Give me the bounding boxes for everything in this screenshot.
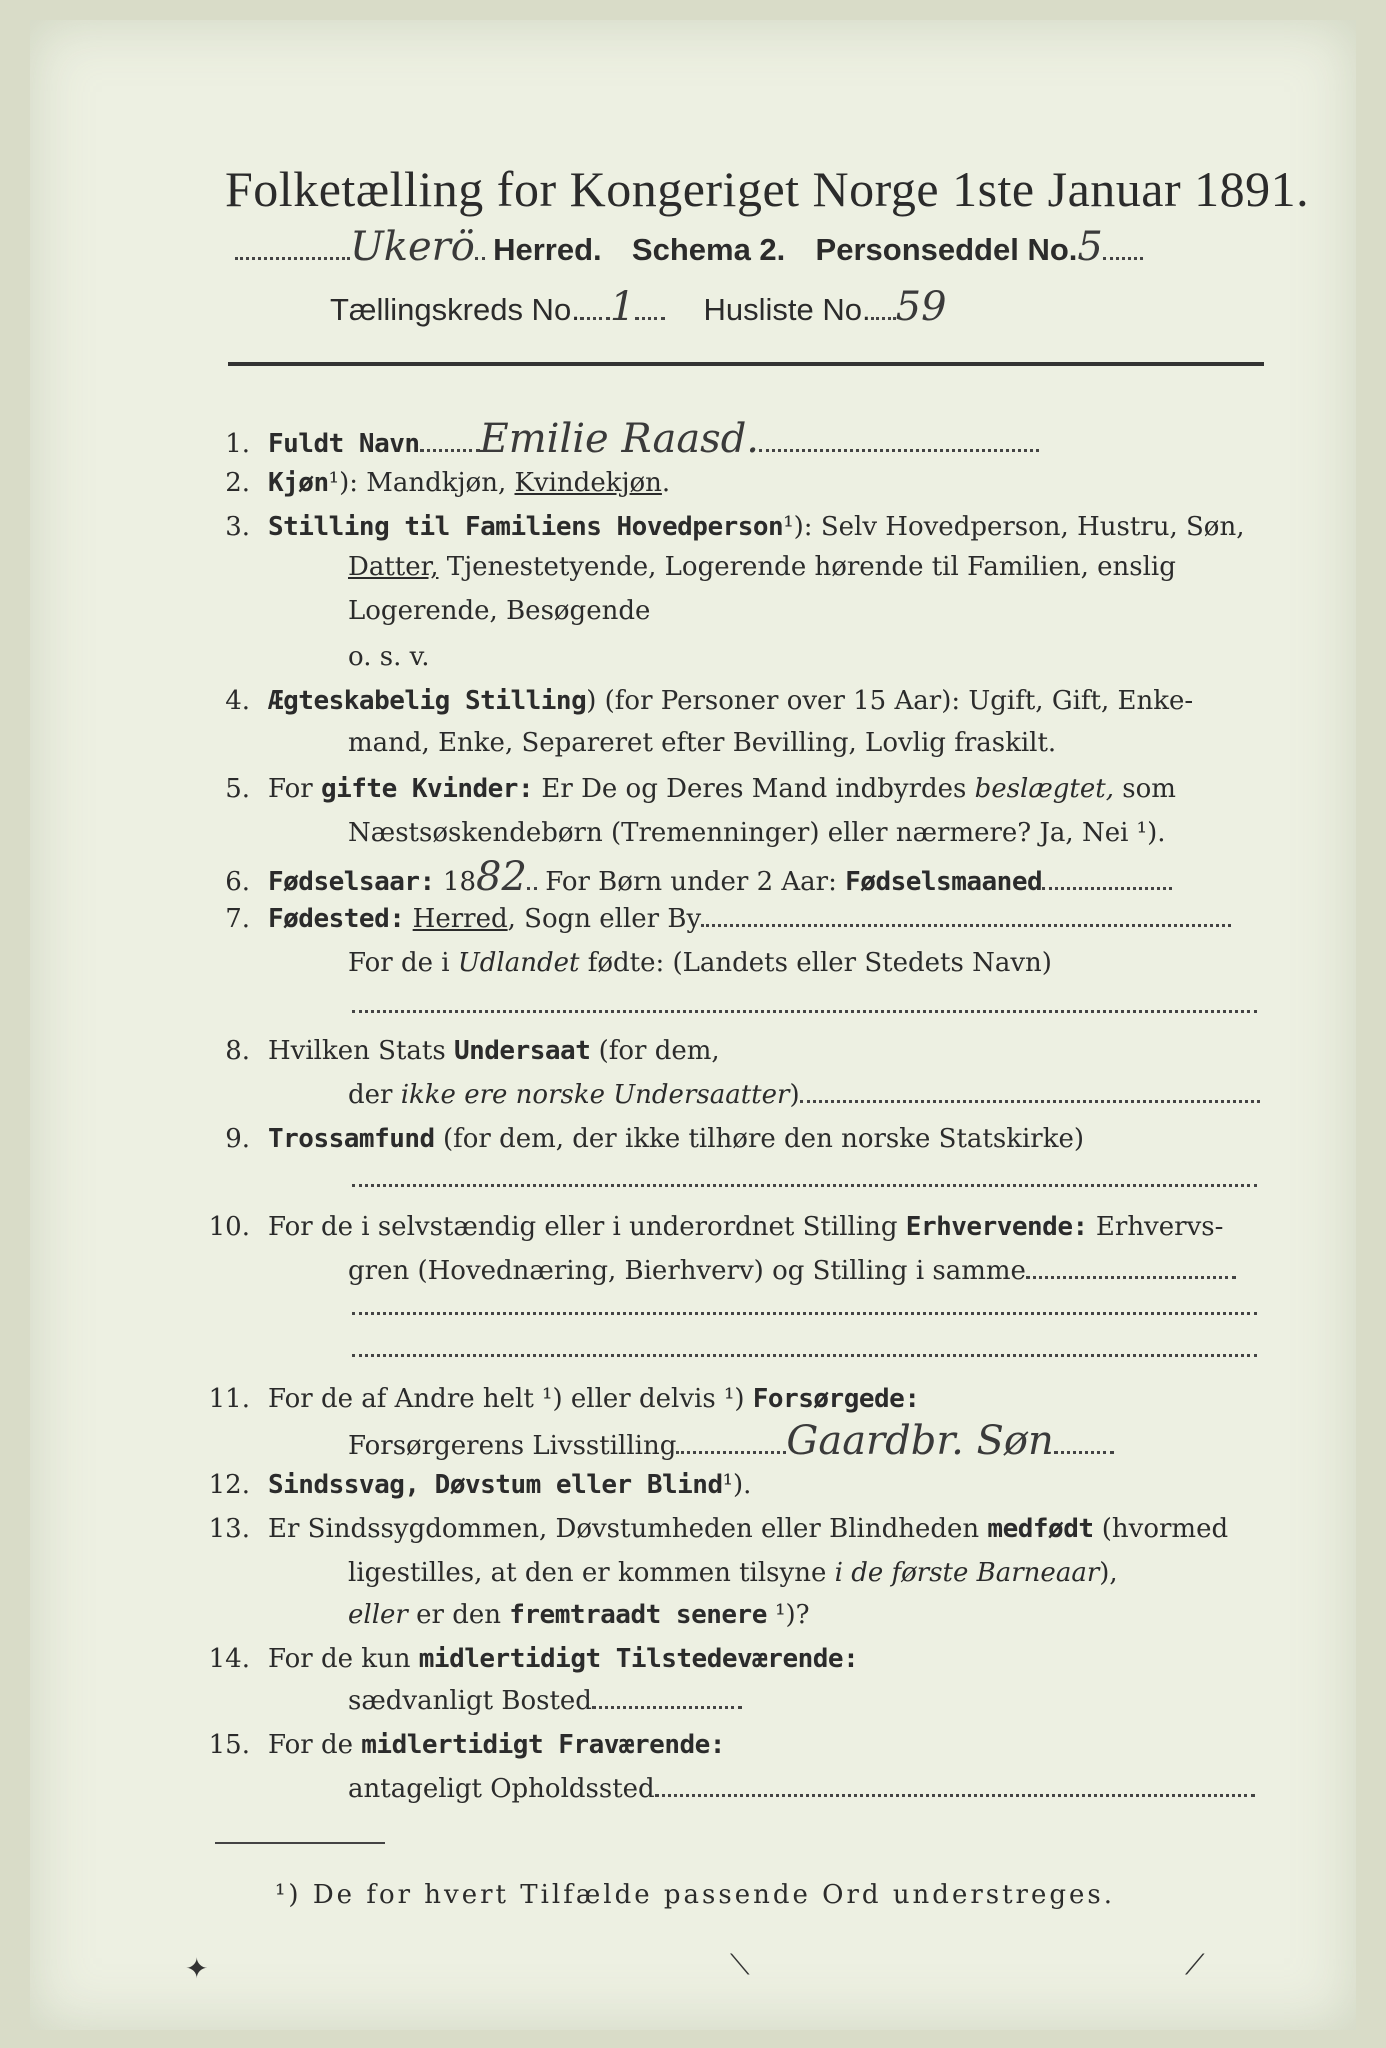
item-11-line-2 bbox=[348, 1418, 1114, 1464]
item-text: Erhvervs- bbox=[1087, 1212, 1224, 1242]
header-line-2 bbox=[330, 284, 947, 330]
item-text: ) (for Personer over 15 Aar): Ugift, Gift, Enke- bbox=[586, 686, 1194, 716]
item-7-line-2 bbox=[348, 946, 1052, 980]
herred-value: Ukerö bbox=[350, 224, 475, 270]
item-label: midlertidigt Fraværende: bbox=[361, 1730, 725, 1760]
item-text: For Børn under 2 Aar: bbox=[536, 867, 846, 897]
item-pre: For de af Andre helt ¹) eller delvis ¹) bbox=[268, 1384, 753, 1414]
item-text: ) bbox=[789, 1080, 800, 1110]
item-15-line-2 bbox=[348, 1772, 1255, 1806]
personseddel-value: 5 bbox=[1077, 224, 1103, 270]
item-label: Ægteskabelig Stilling bbox=[268, 686, 587, 716]
item-number: 10. bbox=[208, 1212, 250, 1242]
item-3: 3. Stilling til Familiens Hovedperson¹): Selv Hovedperson, Hustru, Søn, bbox=[190, 510, 1244, 544]
corner-mark-middle: ⟍ bbox=[730, 1948, 750, 1981]
item-text: Er De og Deres Mand indbyrdes bbox=[533, 774, 975, 804]
item-6 bbox=[190, 854, 1172, 900]
item-italic: eller bbox=[348, 1600, 408, 1630]
item-text: gren (Hovednæring, Bierhverv) og Stilling i samme bbox=[348, 1256, 1026, 1286]
item-13-line-2 bbox=[348, 1556, 1118, 1590]
item-8 bbox=[190, 1034, 720, 1068]
item-label: Kjøn bbox=[268, 468, 329, 498]
item-pre: For de bbox=[268, 1730, 362, 1760]
item-9-answer-line bbox=[352, 1184, 1257, 1187]
item-label: Fødested: bbox=[268, 904, 405, 934]
husliste-label: Husliste No. bbox=[703, 292, 871, 327]
selected-birthplace: Herred bbox=[412, 904, 508, 934]
item-label: Undersaat bbox=[453, 1036, 591, 1066]
item-text: (for dem, der ikke tilhøre den norske Statskirke) bbox=[434, 1124, 1084, 1154]
item-label: Sindssvag, Døvstum eller Blind bbox=[268, 1470, 723, 1500]
item-text: fødte: (Landets eller Stedets Navn) bbox=[579, 948, 1052, 978]
item-10-answer-line-2 bbox=[352, 1354, 1257, 1357]
item-text: (hvormed bbox=[1093, 1514, 1229, 1544]
item-7 bbox=[190, 902, 1231, 936]
item-italic: beslægtet, bbox=[974, 774, 1114, 804]
item-7-answer-line bbox=[352, 1010, 1257, 1013]
item-italic: ikke ere norske Undersaatter bbox=[400, 1080, 790, 1110]
item-number: 8. bbox=[225, 1036, 250, 1066]
item-label: Stilling til Familiens Hovedperson bbox=[268, 512, 784, 542]
item-label: Fødselsaar: bbox=[268, 867, 435, 897]
item-number: 1. bbox=[225, 429, 250, 459]
item-italic: Udlandet bbox=[457, 948, 580, 978]
item-label: medfødt bbox=[987, 1514, 1094, 1544]
item-text: sædvanligt Bosted bbox=[348, 1686, 592, 1716]
item-text: 18 bbox=[434, 867, 477, 897]
item-label: midlertidigt Tilstedeværende: bbox=[418, 1644, 859, 1674]
item-10-answer-line bbox=[352, 1312, 1257, 1315]
item-text: ): Mandkjøn, bbox=[339, 468, 515, 498]
item-pre: For bbox=[268, 774, 321, 804]
footnote: ¹) De for hvert Tilfælde passende Ord understreges. bbox=[275, 1880, 1116, 1910]
footnote-rule bbox=[215, 1842, 385, 1844]
item-label: fremtraadt senere bbox=[509, 1600, 767, 1630]
item-pre: Hvilken Stats bbox=[268, 1036, 454, 1066]
item-1 bbox=[190, 416, 1039, 462]
taellingskreds-label: Tællingskreds No. bbox=[330, 292, 580, 327]
herred-label: Herred. bbox=[493, 232, 602, 267]
item-number: 12. bbox=[208, 1470, 250, 1500]
item-label: gifte Kvinder: bbox=[320, 774, 534, 804]
item-3-line-2 bbox=[348, 550, 1176, 584]
item-pre: For de i bbox=[348, 948, 458, 978]
corner-mark-left: ✦ bbox=[185, 1952, 209, 1985]
birth-year-value: 82 bbox=[476, 854, 527, 900]
item-text: ¹)? bbox=[766, 1600, 810, 1630]
item-9 bbox=[190, 1122, 1084, 1156]
census-form bbox=[30, 20, 1356, 2030]
item-14 bbox=[190, 1642, 858, 1676]
item-4-line-2: mand, Enke, Separeret efter Bevilling, Lovlig fraskilt. bbox=[348, 728, 1057, 758]
item-text: antageligt Opholdssted bbox=[348, 1774, 655, 1804]
taellingskreds-value: 1 bbox=[609, 284, 636, 330]
item-label: Fuldt Navn bbox=[268, 429, 420, 459]
item-label: Forsørgede: bbox=[752, 1384, 920, 1414]
item-pre: der bbox=[348, 1080, 401, 1110]
item-3-line-3: Logerende, Besøgende bbox=[348, 596, 651, 626]
item-text: ), bbox=[1099, 1558, 1118, 1588]
item-3-line-4: o. s. v. bbox=[348, 642, 430, 672]
header-line-1 bbox=[235, 224, 1143, 270]
item-number: 9. bbox=[225, 1124, 250, 1154]
item-text: Forsørgerens Livsstilling bbox=[348, 1431, 677, 1461]
item-8-line-2 bbox=[348, 1078, 1260, 1112]
item-15 bbox=[190, 1728, 725, 1762]
item-number: 6. bbox=[225, 867, 250, 897]
item-13-line-3 bbox=[348, 1598, 810, 1632]
personseddel-label: Personseddel No. bbox=[815, 232, 1078, 267]
form-title: Folketælling for Kongeriget Norge 1ste Januar 1891. bbox=[225, 161, 1310, 217]
item-number: 2. bbox=[225, 468, 250, 498]
husliste-value: 59 bbox=[895, 284, 947, 330]
item-label: Erhvervende: bbox=[905, 1212, 1088, 1242]
item-10-line-2 bbox=[348, 1254, 1236, 1288]
item-5-line-2: Næstsøskendebørn (Tremenninger) eller nærmere? Ja, Nei ¹). bbox=[348, 818, 1166, 848]
item-number: 5. bbox=[225, 774, 250, 804]
header-rule bbox=[228, 362, 1264, 366]
item-pre: ligestilles, at den er kommen tilsyne bbox=[348, 1558, 835, 1588]
item-13 bbox=[190, 1512, 1228, 1546]
provider-occupation-value: Gaardbr. Søn bbox=[786, 1418, 1054, 1464]
item-text: ): Selv Hovedperson, Hustru, Søn, bbox=[793, 512, 1245, 542]
item-11 bbox=[190, 1382, 919, 1416]
item-number: 14. bbox=[208, 1644, 250, 1674]
item-pre: For de i selvstændig eller i underordnet Stilling bbox=[268, 1212, 906, 1242]
item-pre: Er Sindssygdommen, Døvstumheden eller Blindheden bbox=[268, 1514, 988, 1544]
item-4 bbox=[190, 684, 1193, 718]
item-text: (for dem, bbox=[590, 1036, 720, 1066]
item-tail: . bbox=[661, 468, 671, 498]
selected-relation: Datter, bbox=[348, 552, 439, 582]
item-pre: er den bbox=[407, 1600, 510, 1630]
item-12 bbox=[190, 1468, 751, 1502]
item-2: 2. Kjøn¹): Mandkjøn, Kvindekjøn. bbox=[190, 466, 670, 500]
item-number: 13. bbox=[208, 1514, 250, 1544]
item-number: 11. bbox=[208, 1384, 250, 1414]
name-value: Emilie Raasd. bbox=[479, 416, 760, 462]
item-tail: som bbox=[1113, 774, 1176, 804]
item-number: 7. bbox=[225, 904, 250, 934]
item-10 bbox=[190, 1210, 1223, 1244]
item-label: Trossamfund bbox=[268, 1124, 435, 1154]
item-text: Tjenestetyende, Logerende hørende til Familien, enslig bbox=[438, 552, 1176, 582]
item-number: 3. bbox=[225, 512, 250, 542]
item-pre: For de kun bbox=[268, 1644, 419, 1674]
item-italic: i de første Barneaar bbox=[834, 1558, 1100, 1588]
item-text: ¹). bbox=[722, 1470, 752, 1500]
selected-gender: Kvindekjøn bbox=[514, 468, 662, 498]
item-number: 4. bbox=[225, 686, 250, 716]
item-5 bbox=[190, 772, 1176, 806]
item-label: Fødselsmaaned bbox=[845, 867, 1043, 897]
item-text: , Sogn eller By bbox=[507, 904, 702, 934]
item-number: 15. bbox=[208, 1730, 250, 1760]
corner-mark-right: ⟋ bbox=[1185, 1948, 1205, 1981]
item-14-line-2 bbox=[348, 1684, 742, 1718]
schema-label: Schema 2. bbox=[631, 232, 786, 267]
